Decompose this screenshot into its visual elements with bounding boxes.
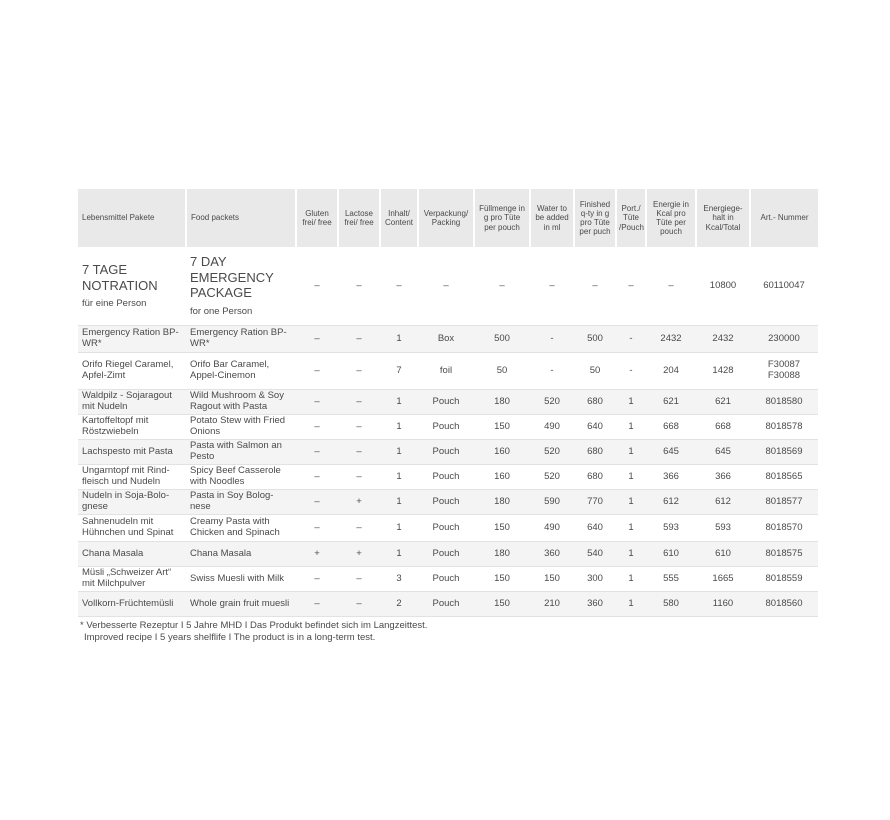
table-row — [78, 440, 818, 465]
cell-lactose: + — [338, 542, 380, 567]
product-sheet — [78, 189, 818, 645]
art-number: F30087 — [767, 359, 801, 371]
cell-content: 7 — [380, 353, 418, 390]
cell-fill: 160 — [474, 440, 530, 465]
cell-kcal-pouch: 580 — [646, 592, 696, 617]
art-number: 8018577 — [765, 495, 803, 507]
cell-finished: 680 — [574, 465, 616, 490]
cell-art — [750, 440, 818, 465]
cell-water: 520 — [530, 465, 574, 490]
cell-fill: 150 — [474, 415, 530, 440]
cell-en: Wild Mushroom & Soy Ragout with Pasta — [186, 390, 296, 415]
header-kcal-total: Energiege-halt in Kcal/Total — [696, 189, 750, 247]
cell-lactose: + — [338, 490, 380, 515]
cell-art — [750, 515, 818, 542]
package-de-title: 7 TAGE NOTRATION — [82, 261, 158, 293]
cell-port: 1 — [616, 415, 646, 440]
header-finished: Finished q-ty in g pro Tüte per puch — [574, 189, 616, 247]
cell-gluten: – — [296, 465, 338, 490]
cell-packing: Pouch — [418, 542, 474, 567]
cell-art — [750, 465, 818, 490]
cell-packing: Pouch — [418, 440, 474, 465]
cell-kcal-total: 366 — [696, 465, 750, 490]
cell-kcal-total: 2432 — [696, 326, 750, 353]
cell-en: Emergency Ration BP-WR* — [186, 326, 296, 353]
art-number: 8018565 — [765, 470, 803, 482]
cell-finished: 640 — [574, 515, 616, 542]
cell-gluten: – — [296, 326, 338, 353]
cell-kcal-pouch: 668 — [646, 415, 696, 440]
cell-kcal-total: 610 — [696, 542, 750, 567]
cell-water: 210 — [530, 592, 574, 617]
cell-art — [750, 415, 818, 440]
cell-content: 1 — [380, 415, 418, 440]
cell-port: 1 — [616, 390, 646, 415]
art-number: 8018560 — [765, 597, 803, 609]
package-en-cell — [186, 247, 296, 326]
cell-finished: 770 — [574, 490, 616, 515]
art-number: 230000 — [768, 332, 800, 344]
package-cell: – — [574, 247, 616, 326]
cell-en: Pasta with Salmon an Pesto — [186, 440, 296, 465]
package-en-title: 7 DAY EMERGENCY PACKAGE — [190, 254, 274, 301]
cell-lactose: – — [338, 515, 380, 542]
art-number: 8018569 — [765, 445, 803, 457]
package-kcal-total: 10800 — [696, 247, 750, 326]
footnote-en: Improved recipe I 5 years shelflife I The product is in a long-term test. — [84, 632, 376, 644]
cell-water: 490 — [530, 415, 574, 440]
cell-packing: Pouch — [418, 465, 474, 490]
cell-de: Ungarntopf mit Rind-fleisch und Nudeln — [78, 465, 186, 490]
table-row — [78, 390, 818, 415]
header-content: Inhalt/ Content — [380, 189, 418, 247]
header-food-packets: Food packets — [186, 189, 296, 247]
cell-art — [750, 542, 818, 567]
cell-gluten: – — [296, 515, 338, 542]
cell-de: Orifo Riegel Caramel, Apfel-Zimt — [78, 353, 186, 390]
cell-kcal-pouch: 645 — [646, 440, 696, 465]
cell-content: 1 — [380, 542, 418, 567]
cell-finished: 500 — [574, 326, 616, 353]
header-gluten: Gluten frei/ free — [296, 189, 338, 247]
art-number: 8018578 — [765, 420, 803, 432]
cell-finished: 540 — [574, 542, 616, 567]
package-row — [78, 247, 818, 326]
cell-fill: 150 — [474, 592, 530, 617]
cell-fill: 160 — [474, 465, 530, 490]
cell-fill: 150 — [474, 515, 530, 542]
cell-packing: Pouch — [418, 490, 474, 515]
cell-de: Sahnenudeln mit Hühnchen und Spinat — [78, 515, 186, 542]
cell-fill: 50 — [474, 353, 530, 390]
cell-en: Creamy Pasta with Chicken and Spinach — [186, 515, 296, 542]
cell-kcal-total: 621 — [696, 390, 750, 415]
cell-de: Kartoffeltopf mit Röstzwiebeln — [78, 415, 186, 440]
art-number: 8018570 — [765, 521, 803, 533]
cell-water: - — [530, 353, 574, 390]
cell-port: - — [616, 326, 646, 353]
cell-gluten: – — [296, 567, 338, 592]
cell-water: 520 — [530, 390, 574, 415]
art-number: 8018580 — [765, 395, 803, 407]
cell-kcal-pouch: 555 — [646, 567, 696, 592]
cell-de: Emergency Ration BP-WR* — [78, 326, 186, 353]
header-fill: Füllmenge in g pro Tüte per pouch — [474, 189, 530, 247]
cell-lactose: – — [338, 415, 380, 440]
cell-kcal-total: 612 — [696, 490, 750, 515]
cell-art — [750, 326, 818, 353]
table-row — [78, 567, 818, 592]
cell-en: Orifo Bar Caramel, Appel-Cinemon — [186, 353, 296, 390]
cell-water: 360 — [530, 542, 574, 567]
cell-en: Swiss Muesli with Milk — [186, 567, 296, 592]
cell-port: 1 — [616, 592, 646, 617]
header-kcal-pouch: Energie in Kcal pro Tüte per pouch — [646, 189, 696, 247]
cell-gluten: – — [296, 490, 338, 515]
cell-gluten: – — [296, 440, 338, 465]
cell-kcal-pouch: 612 — [646, 490, 696, 515]
header-water: Water to be added in ml — [530, 189, 574, 247]
package-de-subtitle: für eine Person — [82, 298, 147, 310]
cell-water: 520 — [530, 440, 574, 465]
cell-fill: 180 — [474, 390, 530, 415]
cell-packing: Pouch — [418, 567, 474, 592]
cell-de: Nudeln in Soja-Bolo-gnese — [78, 490, 186, 515]
cell-kcal-pouch: 2432 — [646, 326, 696, 353]
cell-lactose: – — [338, 353, 380, 390]
cell-gluten: + — [296, 542, 338, 567]
cell-finished: 680 — [574, 440, 616, 465]
table-row — [78, 465, 818, 490]
cell-water: 490 — [530, 515, 574, 542]
cell-fill: 180 — [474, 542, 530, 567]
cell-lactose: – — [338, 326, 380, 353]
cell-port: 1 — [616, 440, 646, 465]
cell-finished: 680 — [574, 390, 616, 415]
cell-en: Spicy Beef Casserole with Noodles — [186, 465, 296, 490]
cell-de: Waldpilz - Sojaragout mit Nudeln — [78, 390, 186, 415]
cell-de: Lachspesto mit Pasta — [78, 440, 186, 465]
cell-content: 3 — [380, 567, 418, 592]
cell-de: Chana Masala — [78, 542, 186, 567]
cell-content: 1 — [380, 490, 418, 515]
cell-kcal-total: 1160 — [696, 592, 750, 617]
cell-en: Whole grain fruit muesli — [186, 592, 296, 617]
cell-kcal-pouch: 593 — [646, 515, 696, 542]
cell-content: 1 — [380, 515, 418, 542]
cell-finished: 640 — [574, 415, 616, 440]
art-number: 8018575 — [765, 547, 803, 559]
header-art-number: Art.- Nummer — [750, 189, 818, 247]
cell-kcal-total: 668 — [696, 415, 750, 440]
table-row — [78, 326, 818, 353]
package-cell: – — [530, 247, 574, 326]
package-en-subtitle: for one Person — [190, 305, 253, 317]
cell-kcal-pouch: 610 — [646, 542, 696, 567]
cell-kcal-total: 1428 — [696, 353, 750, 390]
package-cell: – — [646, 247, 696, 326]
cell-content: 2 — [380, 592, 418, 617]
header-lactose: Lactose frei/ free — [338, 189, 380, 247]
cell-packing: Pouch — [418, 592, 474, 617]
cell-fill: 500 — [474, 326, 530, 353]
cell-lactose: – — [338, 567, 380, 592]
package-cell: – — [616, 247, 646, 326]
cell-port: 1 — [616, 542, 646, 567]
cell-packing: Pouch — [418, 515, 474, 542]
cell-art — [750, 353, 818, 390]
cell-packing: Box — [418, 326, 474, 353]
cell-fill: 150 — [474, 567, 530, 592]
cell-finished: 50 — [574, 353, 616, 390]
art-number: 8018559 — [765, 572, 803, 584]
cell-kcal-pouch: 621 — [646, 390, 696, 415]
cell-port: 1 — [616, 515, 646, 542]
cell-packing: Pouch — [418, 415, 474, 440]
cell-lactose: – — [338, 592, 380, 617]
cell-gluten: – — [296, 390, 338, 415]
cell-water: 590 — [530, 490, 574, 515]
table-row — [78, 592, 818, 617]
cell-water: 150 — [530, 567, 574, 592]
header-packing: Verpackung/ Packing — [418, 189, 474, 247]
header-row — [78, 189, 818, 247]
package-cell: – — [380, 247, 418, 326]
cell-packing: foil — [418, 353, 474, 390]
cell-art — [750, 490, 818, 515]
table-row — [78, 490, 818, 515]
cell-water: - — [530, 326, 574, 353]
package-art-number: 60110047 — [750, 247, 818, 326]
cell-packing: Pouch — [418, 390, 474, 415]
cell-gluten: – — [296, 353, 338, 390]
cell-content: 1 — [380, 465, 418, 490]
cell-kcal-total: 593 — [696, 515, 750, 542]
cell-gluten: – — [296, 592, 338, 617]
cell-kcal-total: 645 — [696, 440, 750, 465]
cell-content: 1 — [380, 390, 418, 415]
cell-lactose: – — [338, 440, 380, 465]
cell-de: Müsli „Schweizer Art“ mit Milchpulver — [78, 567, 186, 592]
table-row — [78, 415, 818, 440]
cell-port: 1 — [616, 465, 646, 490]
cell-port: 1 — [616, 567, 646, 592]
cell-art — [750, 592, 818, 617]
cell-art — [750, 390, 818, 415]
cell-lactose: – — [338, 465, 380, 490]
food-packets-table — [78, 189, 818, 617]
cell-port: 1 — [616, 490, 646, 515]
cell-kcal-pouch: 204 — [646, 353, 696, 390]
table-row — [78, 542, 818, 567]
cell-lactose: – — [338, 390, 380, 415]
art-number-2: F30088 — [767, 370, 801, 381]
cell-kcal-pouch: 366 — [646, 465, 696, 490]
cell-de: Vollkorn-Früchtemüsli — [78, 592, 186, 617]
header-port: Port./ Tüte /Pouch — [616, 189, 646, 247]
header-lebensmittel: Lebensmittel Pakete — [78, 189, 186, 247]
cell-finished: 360 — [574, 592, 616, 617]
package-cell: – — [338, 247, 380, 326]
footnote — [78, 620, 818, 645]
cell-kcal-total: 1665 — [696, 567, 750, 592]
package-de-cell — [78, 247, 186, 326]
cell-finished: 300 — [574, 567, 616, 592]
table-row — [78, 353, 818, 390]
cell-content: 1 — [380, 326, 418, 353]
package-cell: – — [296, 247, 338, 326]
package-cell: – — [418, 247, 474, 326]
cell-en: Chana Masala — [186, 542, 296, 567]
cell-en: Potato Stew with Fried Onions — [186, 415, 296, 440]
cell-art — [750, 567, 818, 592]
cell-gluten: – — [296, 415, 338, 440]
cell-port: - — [616, 353, 646, 390]
cell-content: 1 — [380, 440, 418, 465]
table-row — [78, 515, 818, 542]
footnote-de: * Verbesserte Rezeptur I 5 Jahre MHD I Das Produkt befindet sich im Langzeittest. — [80, 620, 428, 631]
cell-en: Pasta in Soy Bolog-nese — [186, 490, 296, 515]
package-cell: – — [474, 247, 530, 326]
cell-fill: 180 — [474, 490, 530, 515]
